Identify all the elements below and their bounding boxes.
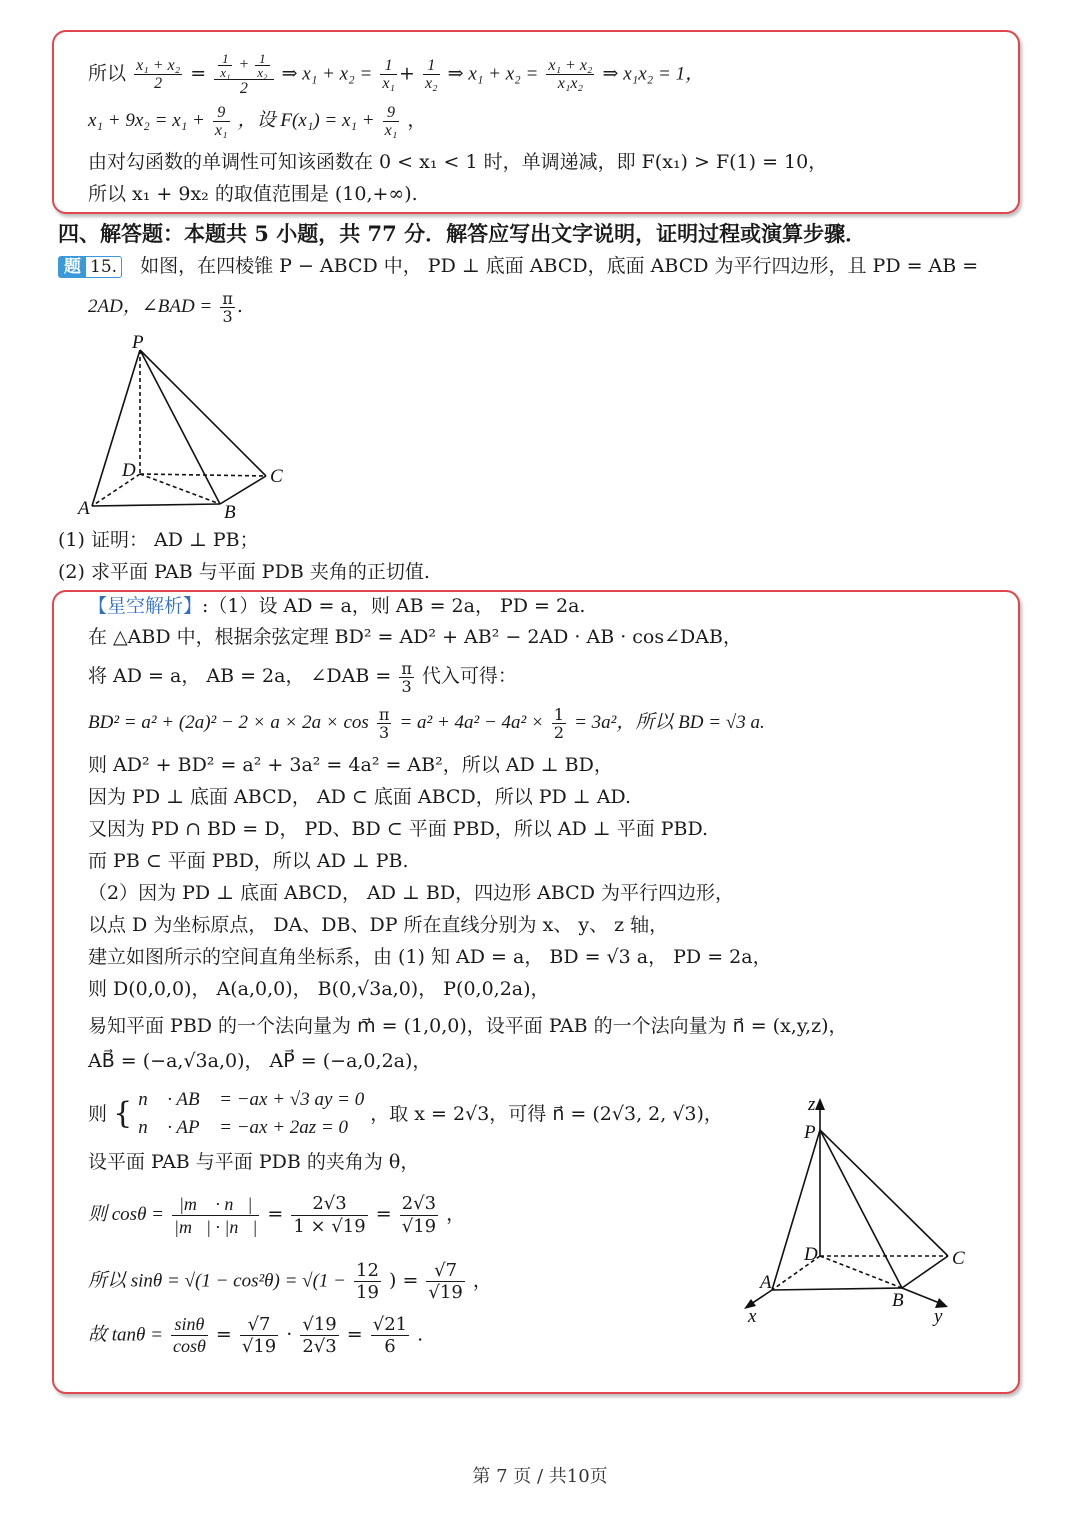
fraction: $\frac{1}{2}$	[553, 704, 565, 742]
sol-l7: 又因为 PD ∩ BD = D， PD、BD ⊂ 平面 PBD，所以 AD ⊥ 平面 PBD.	[88, 818, 709, 840]
fraction: $\frac{\pi}{3}$	[222, 288, 233, 326]
pyramid-figure	[70, 334, 310, 524]
label-C: C	[270, 466, 283, 487]
sol-l19: 故 tanθ = $\frac{\sin\theta}{\cos\theta}$ = $\frac{√7}{√19}$ · $\frac{√19}{2√3}$ = $\frac{√21}{6}$ .	[88, 1314, 424, 1357]
label-B: B	[224, 502, 236, 523]
top-line-2: x₁ + 9x₂ = x₁ + $\frac{9}{\text{x₁}}$ ，设 F(x₁) = x₁ + $\frac{9}{\text{x₁}}$ ，	[88, 103, 427, 139]
fraction: $\frac{\text{x₁ + x₂}}{\text{x₁x₂}}$	[548, 57, 593, 92]
label-B: B	[892, 1290, 904, 1311]
solution-label: 【星空解析】	[88, 595, 203, 617]
edge-BC	[902, 1256, 948, 1288]
edge-BC	[220, 476, 266, 504]
fraction: $\frac{\text{x₁ + x₂}}{2}$	[136, 57, 181, 92]
edge-PC	[820, 1130, 948, 1256]
fraction: $\frac{2√3}{√19}$	[401, 1192, 437, 1237]
fraction: $\frac{\pi}{3}$	[401, 658, 412, 696]
fraction: $\frac{9}{\text{x₁}}$	[214, 103, 228, 139]
fraction: $\frac{1}{\text{x₁}}$	[382, 57, 395, 92]
sol-l17: 则 cosθ = $\frac{|m⃗ \cdot n⃗|}{|m⃗| \cdot |n⃗|}$ = $\frac{2√3}{1 \times √19}$ = $\frac{2√3}{√19}$ ，	[88, 1192, 466, 1237]
fraction: $\frac{|m⃗ \cdot n⃗|}{|m⃗| \cdot |n⃗|}$	[174, 1193, 258, 1237]
label-D: D	[804, 1244, 818, 1265]
fraction: $\frac{√7}{√19}$	[241, 1314, 277, 1357]
label-z: z	[808, 1094, 816, 1115]
fraction: $\frac{1}{\text{x₂}}$	[424, 57, 438, 92]
system-eq-2: n⃗ · AP⃗ = −ax + 2az = 0	[138, 1117, 348, 1138]
fraction: $\frac{1}{\text{x₁}}$ + $\frac{1}{\text{x₂}}$ 2	[214, 52, 273, 97]
sol-l14: AB⃗ = (−a,√3a,0)， AP⃗ = (−a,0,2a)，	[88, 1050, 432, 1072]
edge-PB	[820, 1130, 902, 1288]
fraction: $\frac{9}{\text{x₁}}$	[384, 103, 398, 139]
edge-AB	[772, 1288, 902, 1290]
label-P: P	[132, 334, 144, 353]
edge-PB	[140, 350, 220, 504]
edge-DB	[140, 474, 220, 504]
sol-l11: 建立如图所示的空间直角坐标系，由 (1) 知 AD = a， BD = √3 a， PD = 2a，	[88, 946, 772, 968]
label-P: P	[804, 1122, 816, 1143]
sol-l9: （2）因为 PD ⊥ 底面 ABCD， AD ⊥ BD，四边形 ABCD 为平行四边形，	[88, 882, 734, 904]
question-part-1: (1) 证明： AD ⊥ PB；	[58, 529, 259, 551]
sol-l6: 因为 PD ⊥ 底面 ABCD， AD ⊂ 底面 ABCD，所以 PD ⊥ AD.	[88, 786, 632, 808]
sol-l18: 所以 sinθ = √(1 − cos²θ) = √(1 − $\frac{12}{19}$ ) = $\frac{√7}{√19}$ ，	[88, 1260, 492, 1303]
edge-PC	[140, 350, 266, 476]
sol-l13: 易知平面 PBD 的一个法向量为 m⃗ = (1,0,0)，设平面 PAB 的一个法向量为 n⃗ = (x,y,z)，	[88, 1015, 848, 1037]
y-axis-ext	[902, 1288, 942, 1304]
fraction: $\frac{\sin\theta}{\cos\theta}$	[172, 1314, 206, 1356]
label-A: A	[760, 1272, 772, 1293]
sol-l8: 而 PB ⊂ 平面 PBD，所以 AD ⊥ PB.	[88, 850, 409, 872]
sol-l2: 在 △ABD 中，根据余弦定理 BD² = AD² + AB² − 2AD · AB · cos∠DAB，	[88, 626, 742, 648]
coordinate-pyramid-figure	[738, 1090, 978, 1330]
section-heading: 四、解答题：本题共 5 小题，共 77 分．解答应写出文字说明，证明过程或演算步骤．	[58, 221, 867, 246]
equation-system: {	[113, 1096, 133, 1131]
fraction: $\frac{2√3}{1 \times √19}$	[293, 1192, 366, 1237]
sol-l16: 设平面 PAB 与平面 PDB 的夹角为 θ，	[88, 1151, 420, 1173]
page-footer: 第 7 页 / 共10页	[472, 1466, 608, 1487]
edge-PA	[772, 1130, 820, 1290]
z-arrow	[815, 1098, 825, 1110]
question-line-2: 2AD，∠BAD = $\frac{\pi}{3}$ .	[88, 288, 243, 326]
sol-l15: 则 { n⃗ · AB⃗ = −ax + √3 ay = 0 n⃗ · AP⃗ = −ax + 2az = 0 ，取 x = 2√3，可得 n⃗ = (2√3, 2, √3)，	[88, 1086, 723, 1142]
top-line-4: 所以 x₁ + 9x₂ 的取值范围是 (10,+∞).	[88, 183, 418, 205]
question-icon: 题	[59, 257, 86, 277]
label-A: A	[78, 498, 90, 519]
top-line-1: 所以 $\frac{\text{x₁ + x₂}}{2}$ = $\frac{1}{\text{x₁}}$ + $\frac{1}{\text{x₂}}$ 2 ⇒ x₁ + x₂ = $\frac{1}{\text{x₁}}$ + $\frac{1}{\text{x₂}}$ ⇒ x₁ + x₂ = $\frac{\text{x₁ + x₂}}{\text{x₁x₂}}$ ⇒ x₁x₂ = 1，	[88, 51, 705, 97]
question-part-2: (2) 求平面 PAB 与平面 PDB 夹角的正切值.	[58, 561, 430, 583]
system-eq-1: n⃗ · AB⃗ = −ax + √3 ay = 0	[138, 1089, 365, 1110]
fraction: $\frac{12}{19}$	[356, 1260, 379, 1303]
question-line-1: 题 15. 如图，在四棱锥 P − ABCD 中， PD ⊥ 底面 ABCD，底面 ABCD 为平行四边形，且 PD = AB =	[58, 254, 978, 278]
question-badge: 题 15.	[58, 256, 122, 278]
edge-DB	[820, 1256, 902, 1288]
sol-l1: 【星空解析】:（1）设 AD = a，则 AB = 2a， PD = 2a.	[88, 595, 586, 617]
label-y: y	[934, 1306, 943, 1327]
label-C: C	[952, 1248, 965, 1269]
top-line-3: 由对勾函数的单调性可知该函数在 0 < x₁ < 1 时，单调递减，即 F(x₁) > F(1) = 10，	[88, 151, 828, 173]
edge-PA	[92, 350, 140, 506]
fraction: $\frac{√19}{2√3}$	[302, 1314, 337, 1357]
edge-AB	[92, 504, 220, 506]
fraction: $\frac{√21}{6}$	[372, 1314, 408, 1357]
edge-DC	[140, 474, 266, 476]
sol-l5: 则 AD² + BD² = a² + 3a² = 4a² = AB²，所以 AD ⊥ BD，	[88, 754, 613, 776]
fraction: $\frac{\pi}{3}$	[378, 704, 390, 742]
fraction: $\frac{√7}{√19}$	[428, 1260, 463, 1303]
sol-l10: 以点 D 为坐标原点， DA、DB、DP 所在直线分别为 x、 y、 z 轴，	[88, 914, 669, 936]
label-D: D	[122, 460, 136, 481]
sol-l12: 则 D(0,0,0)， A(a,0,0)， B(0,√3a,0)， P(0,0,2a)，	[88, 978, 550, 1000]
label-x: x	[748, 1306, 757, 1327]
sol-l3: 将 AD = a， AB = 2a， ∠DAB = $\frac{\pi}{3}$ 代入可得：	[88, 658, 517, 696]
sol-l4: BD² = a² + (2a)² − 2 × a × 2a × cos $\frac{\pi}{3}$ = a² + 4a² − 4a² × $\frac{1}{2}$ = 3a²，所以 BD = √3 a.	[88, 704, 765, 742]
